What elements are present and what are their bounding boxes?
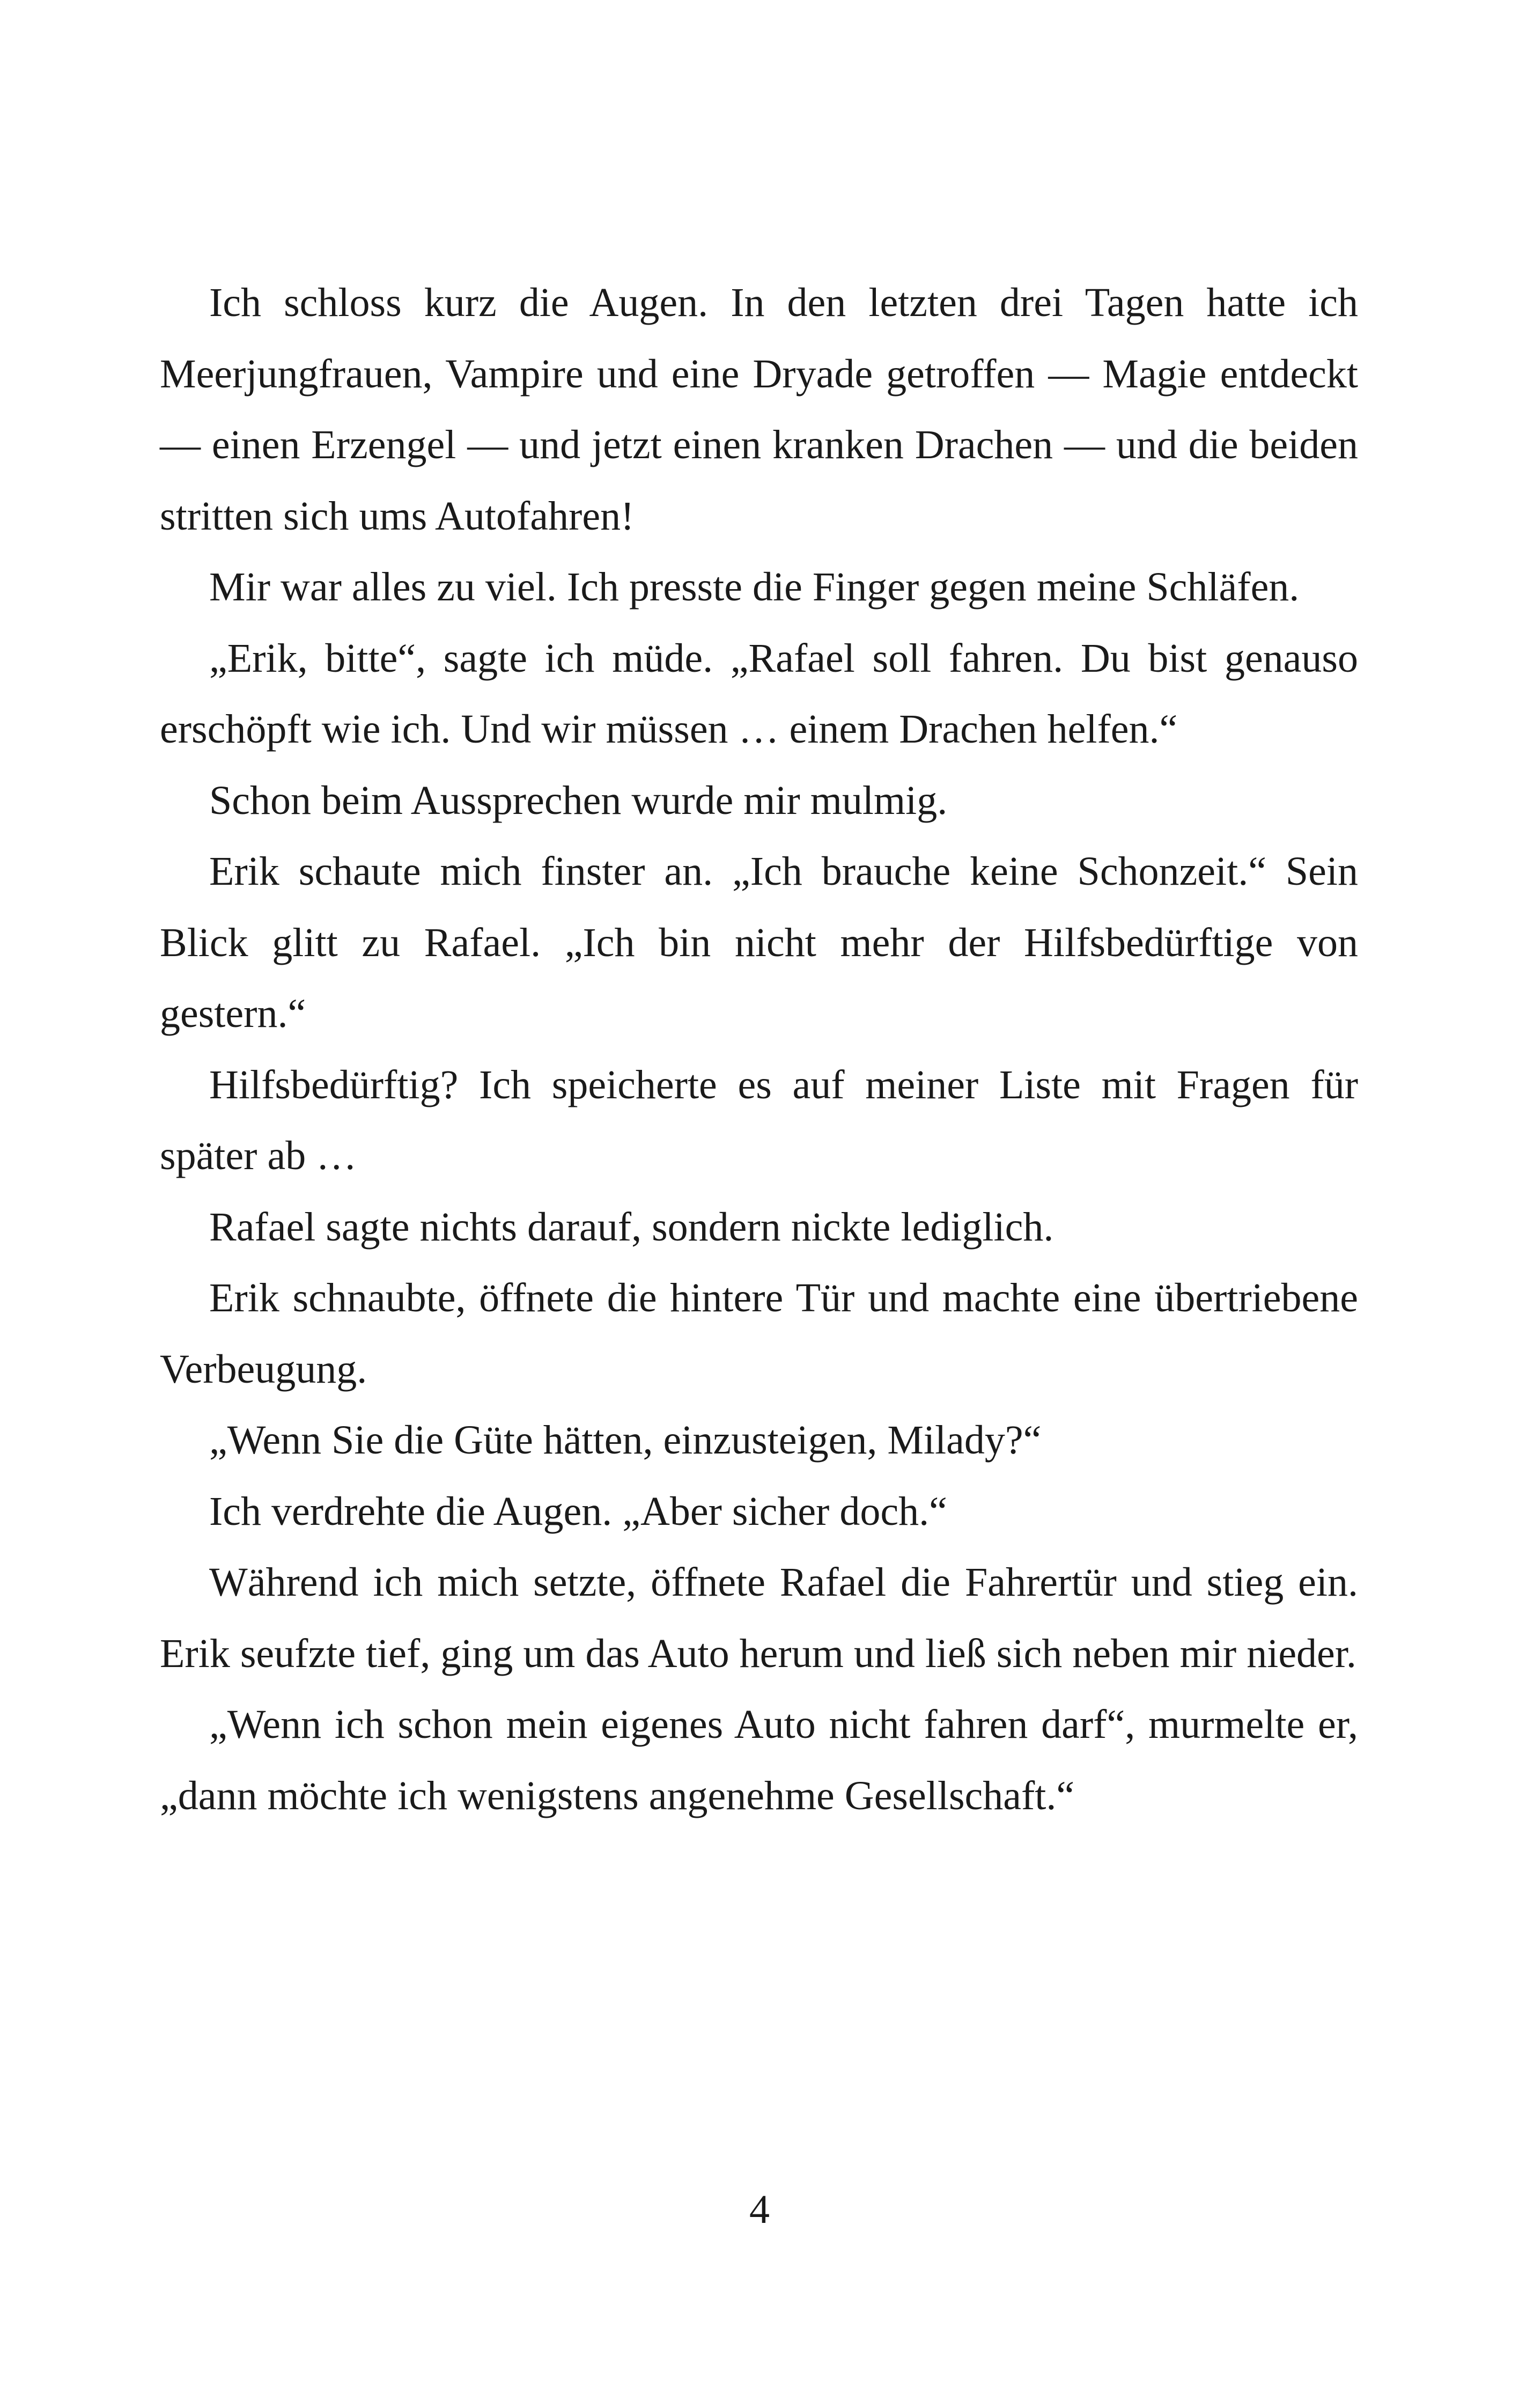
paragraph-3: „Erik, bitte“, sagte ich müde. „Rafael soll fahren. Du bist genauso erschöpft wie ich. Und wir müssen … einem Drachen helfen.“ (160, 635, 1358, 752)
paragraph-12: „Wenn ich schon mein eigenes Auto nicht fahren darf“, murmelte er, „dann möchte ich wenigstens angenehme Gesellschaft.“ (160, 1702, 1358, 1818)
paragraph-7: Rafael sagte nichts darauf, sondern nickte lediglich. (209, 1204, 1054, 1250)
paragraph-6: Hilfsbedürftig? Ich speicherte es auf meiner Liste mit Fragen für später ab … (160, 1062, 1358, 1178)
paragraph-10: Ich verdrehte die Augen. „Aber sicher doch.“ (209, 1488, 947, 1534)
paragraph-5: Erik schaute mich finster an. „Ich brauche keine Schonzeit.“ Sein Blick glitt zu Rafael. „Ich bin nicht mehr der Hilfsbedürftige von gestern.“ (160, 849, 1358, 1036)
body-text (160, 267, 1358, 1831)
paragraph-9: „Wenn Sie die Güte hätten, einzusteigen, Milady?“ (209, 1418, 1042, 1463)
paragraph-11: Während ich mich setzte, öffnete Rafael die Fahrertür und stieg ein. Erik seufzte tief, ging um das Auto herum und ließ sich neben mir nieder. (160, 1560, 1358, 1676)
page-number: 4 (749, 2187, 770, 2232)
paragraph-8: Erik schnaubte, öffnete die hintere Tür und machte eine übertriebene Verbeugung. (160, 1275, 1358, 1392)
paragraph-2: Mir war alles zu viel. Ich presste die Finger gegen meine Schläfen. (209, 564, 1300, 610)
paragraph-1: Ich schloss kurz die Augen. In den letzten drei Tagen hatte ich Meerjungfrauen, Vampire und eine Dryade getroffen — Magie entdeckt — einen Erzengel — und jetzt einen kranken Drachen — und die beiden stritten sich ums Autofahren! (160, 280, 1358, 539)
paragraph-4: Schon beim Aussprechen wurde mir mulmig. (209, 777, 948, 823)
